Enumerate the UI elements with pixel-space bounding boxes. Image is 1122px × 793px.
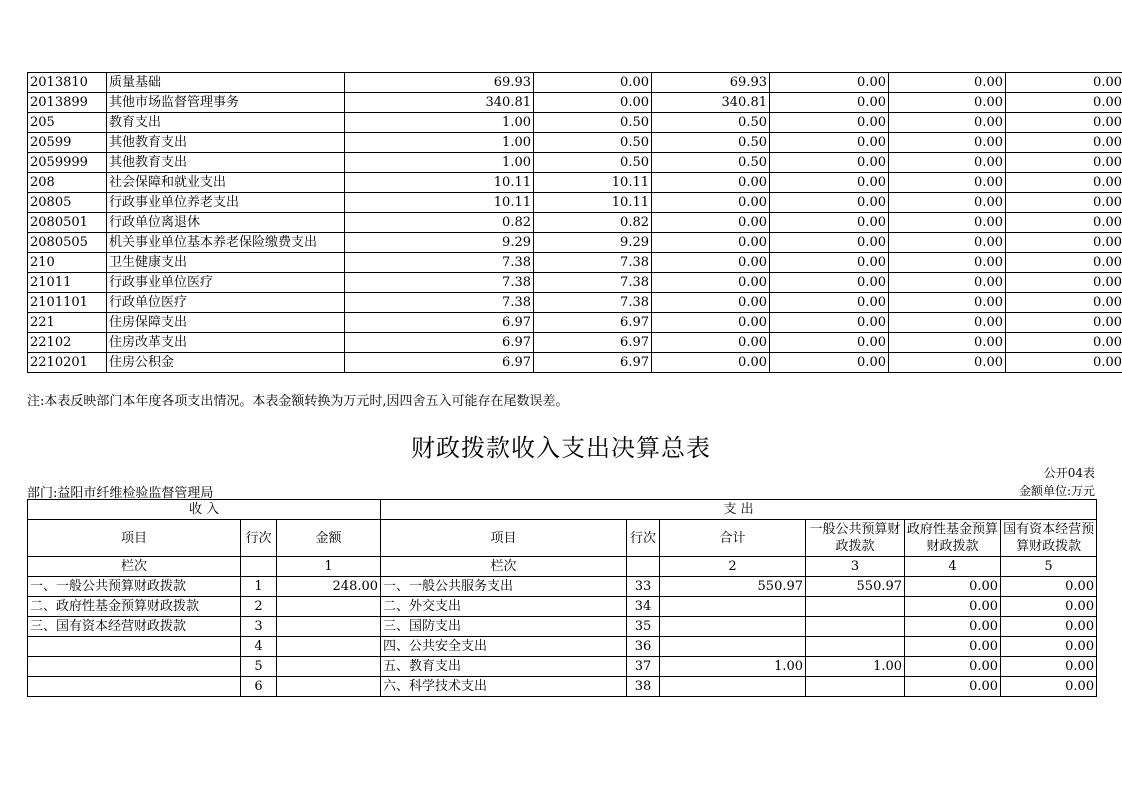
section-header-row	[28, 500, 1097, 520]
basic-expenditure-cell: 0.50	[534, 153, 652, 173]
total-cell: 550.97	[660, 577, 806, 597]
total-cell: 6.97	[345, 333, 534, 353]
cap-cell: 0.00	[1001, 617, 1097, 637]
table-row	[28, 617, 1097, 637]
col-6-cell: 0.00	[770, 273, 889, 293]
subject-name-cell: 行政单位离退休	[107, 213, 345, 233]
exp-no-cell: 35	[627, 617, 660, 637]
subject-name-cell: 其他市场监督管理事务	[107, 93, 345, 113]
exp-no-cell: 37	[627, 657, 660, 677]
col-8-cell: 0.00	[1006, 353, 1122, 373]
col-7-cell: 0.00	[889, 93, 1006, 113]
col-8-cell: 0.00	[1006, 193, 1122, 213]
cap-cell: 0.00	[1001, 677, 1097, 697]
project-expenditure-cell: 0.00	[652, 193, 770, 213]
total-cell: 10.11	[345, 193, 534, 213]
project-expenditure-cell: 0.50	[652, 113, 770, 133]
income-row-no-header: 行次	[241, 520, 277, 557]
basic-expenditure-cell: 0.00	[534, 73, 652, 93]
table-row	[28, 657, 1097, 677]
col-7-cell: 0.00	[889, 233, 1006, 253]
total-cell	[660, 637, 806, 657]
total-cell: 9.29	[345, 233, 534, 253]
total-cell: 7.38	[345, 293, 534, 313]
subject-name-cell: 行政事业单位养老支出	[107, 193, 345, 213]
subject-code-cell: 2013810	[28, 73, 107, 93]
column-header-row	[28, 520, 1097, 557]
subject-name-cell: 其他教育支出	[107, 133, 345, 153]
income-header: 收 入	[28, 500, 381, 520]
col-8-cell: 0.00	[1006, 333, 1122, 353]
subject-name-cell: 住房改革支出	[107, 333, 345, 353]
col-8-cell: 0.00	[1006, 133, 1122, 153]
subject-name-cell: 卫生健康支出	[107, 253, 345, 273]
inc-amt-cell: 248.00	[277, 577, 381, 597]
col-6-cell: 0.00	[770, 113, 889, 133]
col-6-cell: 0.00	[770, 93, 889, 113]
inc-amt-cell	[277, 637, 381, 657]
col-7-cell: 0.00	[889, 353, 1006, 373]
col-6-cell: 0.00	[770, 233, 889, 253]
fund-cell: 0.00	[905, 617, 1001, 637]
col-8-cell: 0.00	[1006, 173, 1122, 193]
inc-amt-cell	[277, 677, 381, 697]
col-8-cell: 0.00	[1006, 73, 1122, 93]
basic-expenditure-cell: 0.82	[534, 213, 652, 233]
table-row	[28, 73, 1122, 93]
expenditure-detail-table	[27, 72, 1122, 373]
basic-expenditure-cell: 9.29	[534, 233, 652, 253]
exp-item-cell: 六、科学技术支出	[381, 677, 627, 697]
table-row	[28, 677, 1097, 697]
subject-code-cell: 210	[28, 253, 107, 273]
total-cell: 7.38	[345, 253, 534, 273]
cap-cell: 0.00	[1001, 637, 1097, 657]
col-7-cell: 0.00	[889, 293, 1006, 313]
col-6-cell: 0.00	[770, 153, 889, 173]
table-row	[28, 333, 1122, 353]
basic-expenditure-cell: 10.11	[534, 173, 652, 193]
summary-table	[27, 499, 1097, 697]
total-cell: 1.00	[345, 153, 534, 173]
subject-code-cell: 22102	[28, 333, 107, 353]
table-row	[28, 173, 1122, 193]
table-row	[28, 597, 1097, 617]
project-expenditure-cell: 340.81	[652, 93, 770, 113]
gov-fund-header: 政府性基金预算财政拨款	[905, 520, 1001, 557]
exp-item-cell: 五、教育支出	[381, 657, 627, 677]
col-6-cell: 0.00	[770, 73, 889, 93]
project-expenditure-cell: 0.00	[652, 313, 770, 333]
col-7-cell: 0.00	[889, 253, 1006, 273]
total-cell: 69.93	[345, 73, 534, 93]
gen-cell: 1.00	[806, 657, 905, 677]
col-6-cell: 0.00	[770, 213, 889, 233]
table-row	[28, 193, 1122, 213]
table-row	[28, 353, 1122, 373]
cap-cell: 0.00	[1001, 577, 1097, 597]
total-cell	[660, 617, 806, 637]
col-6-cell: 0.00	[770, 293, 889, 313]
publication-code: 公开04表	[1043, 466, 1095, 480]
inc-no-cell: 1	[241, 577, 277, 597]
basic-expenditure-cell: 7.38	[534, 273, 652, 293]
col-index-5: 5	[1001, 557, 1097, 577]
subject-name-cell: 住房保障支出	[107, 313, 345, 333]
col-7-cell: 0.00	[889, 273, 1006, 293]
total-cell: 1.00	[345, 113, 534, 133]
project-expenditure-cell: 0.00	[652, 333, 770, 353]
fund-cell: 0.00	[905, 637, 1001, 657]
table-row	[28, 233, 1122, 253]
table-row	[28, 93, 1122, 113]
exp-no-cell: 33	[627, 577, 660, 597]
expense-item-header: 项目	[381, 520, 627, 557]
project-expenditure-cell: 0.00	[652, 253, 770, 273]
inc-no-cell: 5	[241, 657, 277, 677]
inc-item-cell: 二、政府性基金预算财政拨款	[28, 597, 241, 617]
subject-code-cell: 2210201	[28, 353, 107, 373]
table-row	[28, 293, 1122, 313]
table-row	[28, 113, 1122, 133]
col-label-left: 栏次	[28, 557, 241, 577]
inc-item-cell	[28, 637, 241, 657]
exp-no-cell: 36	[627, 637, 660, 657]
col-6-cell: 0.00	[770, 133, 889, 153]
col-6-cell: 0.00	[770, 313, 889, 333]
basic-expenditure-cell: 6.97	[534, 313, 652, 333]
fund-cell: 0.00	[905, 677, 1001, 697]
fund-cell: 0.00	[905, 597, 1001, 617]
fund-cell: 0.00	[905, 577, 1001, 597]
inc-no-cell: 2	[241, 597, 277, 617]
fund-cell: 0.00	[905, 657, 1001, 677]
state-capital-header: 国有资本经营预算财政拨款	[1001, 520, 1097, 557]
col-7-cell: 0.00	[889, 113, 1006, 133]
project-expenditure-cell: 0.50	[652, 133, 770, 153]
exp-item-cell: 四、公共安全支出	[381, 637, 627, 657]
project-expenditure-cell: 0.50	[652, 153, 770, 173]
subject-code-cell: 221	[28, 313, 107, 333]
exp-item-cell: 三、国防支出	[381, 617, 627, 637]
gen-cell	[806, 597, 905, 617]
gen-cell: 550.97	[806, 577, 905, 597]
col-8-cell: 0.00	[1006, 233, 1122, 253]
income-amount-header: 金额	[277, 520, 381, 557]
total-cell	[660, 597, 806, 617]
col-8-cell: 0.00	[1006, 253, 1122, 273]
exp-item-cell: 二、外交支出	[381, 597, 627, 617]
total-cell: 10.11	[345, 173, 534, 193]
basic-expenditure-cell: 0.50	[534, 113, 652, 133]
total-cell: 7.38	[345, 273, 534, 293]
exp-item-cell: 一、一般公共服务支出	[381, 577, 627, 597]
table-row	[28, 577, 1097, 597]
inc-amt-cell	[277, 657, 381, 677]
col-index-empty	[241, 557, 277, 577]
inc-no-cell: 3	[241, 617, 277, 637]
col-6-cell: 0.00	[770, 173, 889, 193]
col-index-4: 4	[905, 557, 1001, 577]
project-expenditure-cell: 0.00	[652, 233, 770, 253]
col-6-cell: 0.00	[770, 253, 889, 273]
inc-item-cell	[28, 677, 241, 697]
total-cell: 1.00	[345, 133, 534, 153]
table-row	[28, 273, 1122, 293]
basic-expenditure-cell: 7.38	[534, 253, 652, 273]
subject-code-cell: 2059999	[28, 153, 107, 173]
subject-name-cell: 教育支出	[107, 113, 345, 133]
table-row	[28, 213, 1122, 233]
cap-cell: 0.00	[1001, 597, 1097, 617]
table-row	[28, 153, 1122, 173]
col-index-empty	[627, 557, 660, 577]
col-7-cell: 0.00	[889, 173, 1006, 193]
col-7-cell: 0.00	[889, 333, 1006, 353]
inc-item-cell: 三、国有资本经营财政拨款	[28, 617, 241, 637]
col-8-cell: 0.00	[1006, 293, 1122, 313]
col-7-cell: 0.00	[889, 193, 1006, 213]
gen-cell	[806, 677, 905, 697]
expense-header: 支 出	[381, 500, 1097, 520]
column-index-row	[28, 557, 1097, 577]
table-row	[28, 637, 1097, 657]
col-7-cell: 0.00	[889, 213, 1006, 233]
income-item-header: 项目	[28, 520, 241, 557]
total-cell: 0.82	[345, 213, 534, 233]
project-expenditure-cell: 0.00	[652, 273, 770, 293]
document-title: 财政拨款收入支出决算总表	[411, 434, 711, 462]
subject-code-cell: 21011	[28, 273, 107, 293]
amount-unit-label: 金额单位:万元	[1018, 484, 1095, 498]
expense-row-no-header: 行次	[627, 520, 660, 557]
col-6-cell: 0.00	[770, 333, 889, 353]
project-expenditure-cell: 0.00	[652, 353, 770, 373]
total-cell: 1.00	[660, 657, 806, 677]
col-6-cell: 0.00	[770, 193, 889, 213]
subject-code-cell: 205	[28, 113, 107, 133]
col-index-1: 1	[277, 557, 381, 577]
col-8-cell: 0.00	[1006, 313, 1122, 333]
exp-no-cell: 34	[627, 597, 660, 617]
inc-amt-cell	[277, 597, 381, 617]
col-index-3: 3	[806, 557, 905, 577]
subject-name-cell: 社会保障和就业支出	[107, 173, 345, 193]
inc-amt-cell	[277, 617, 381, 637]
col-8-cell: 0.00	[1006, 273, 1122, 293]
col-8-cell: 0.00	[1006, 153, 1122, 173]
subject-name-cell: 质量基础	[107, 73, 345, 93]
general-budget-header: 一般公共预算财政拨款	[806, 520, 905, 557]
total-cell: 6.97	[345, 313, 534, 333]
col-7-cell: 0.00	[889, 153, 1006, 173]
total-cell: 340.81	[345, 93, 534, 113]
subject-name-cell: 住房公积金	[107, 353, 345, 373]
basic-expenditure-cell: 7.38	[534, 293, 652, 313]
cap-cell: 0.00	[1001, 657, 1097, 677]
col-7-cell: 0.00	[889, 73, 1006, 93]
subject-name-cell: 行政事业单位医疗	[107, 273, 345, 293]
gen-cell	[806, 617, 905, 637]
basic-expenditure-cell: 0.00	[534, 93, 652, 113]
subject-name-cell: 行政单位医疗	[107, 293, 345, 313]
col-7-cell: 0.00	[889, 313, 1006, 333]
subject-code-cell: 2101101	[28, 293, 107, 313]
col-index-2: 2	[660, 557, 806, 577]
project-expenditure-cell: 69.93	[652, 73, 770, 93]
department-label: 部门:益阳市纤维检验监督管理局	[27, 486, 214, 501]
inc-item-cell	[28, 657, 241, 677]
table-row	[28, 253, 1122, 273]
subject-code-cell: 208	[28, 173, 107, 193]
gen-cell	[806, 637, 905, 657]
col-6-cell: 0.00	[770, 353, 889, 373]
col-label-right: 栏次	[381, 557, 627, 577]
inc-no-cell: 4	[241, 637, 277, 657]
subject-code-cell: 2080505	[28, 233, 107, 253]
total-cell: 6.97	[345, 353, 534, 373]
table-footnote: 注:本表反映部门本年度各项支出情况。本表金额转换为万元时,因四舍五入可能存在尾数误差。	[27, 394, 569, 409]
project-expenditure-cell: 0.00	[652, 213, 770, 233]
subject-code-cell: 2013899	[28, 93, 107, 113]
table-row	[28, 133, 1122, 153]
project-expenditure-cell: 0.00	[652, 173, 770, 193]
col-8-cell: 0.00	[1006, 113, 1122, 133]
subject-code-cell: 20599	[28, 133, 107, 153]
col-8-cell: 0.00	[1006, 213, 1122, 233]
table-row	[28, 313, 1122, 333]
exp-no-cell: 38	[627, 677, 660, 697]
project-expenditure-cell: 0.00	[652, 293, 770, 313]
col-7-cell: 0.00	[889, 133, 1006, 153]
basic-expenditure-cell: 10.11	[534, 193, 652, 213]
basic-expenditure-cell: 0.50	[534, 133, 652, 153]
basic-expenditure-cell: 6.97	[534, 333, 652, 353]
inc-no-cell: 6	[241, 677, 277, 697]
total-cell	[660, 677, 806, 697]
inc-item-cell: 一、一般公共预算财政拨款	[28, 577, 241, 597]
total-header: 合计	[660, 520, 806, 557]
subject-code-cell: 20805	[28, 193, 107, 213]
col-8-cell: 0.00	[1006, 93, 1122, 113]
subject-name-cell: 机关事业单位基本养老保险缴费支出	[107, 233, 345, 253]
basic-expenditure-cell: 6.97	[534, 353, 652, 373]
subject-name-cell: 其他教育支出	[107, 153, 345, 173]
subject-code-cell: 2080501	[28, 213, 107, 233]
